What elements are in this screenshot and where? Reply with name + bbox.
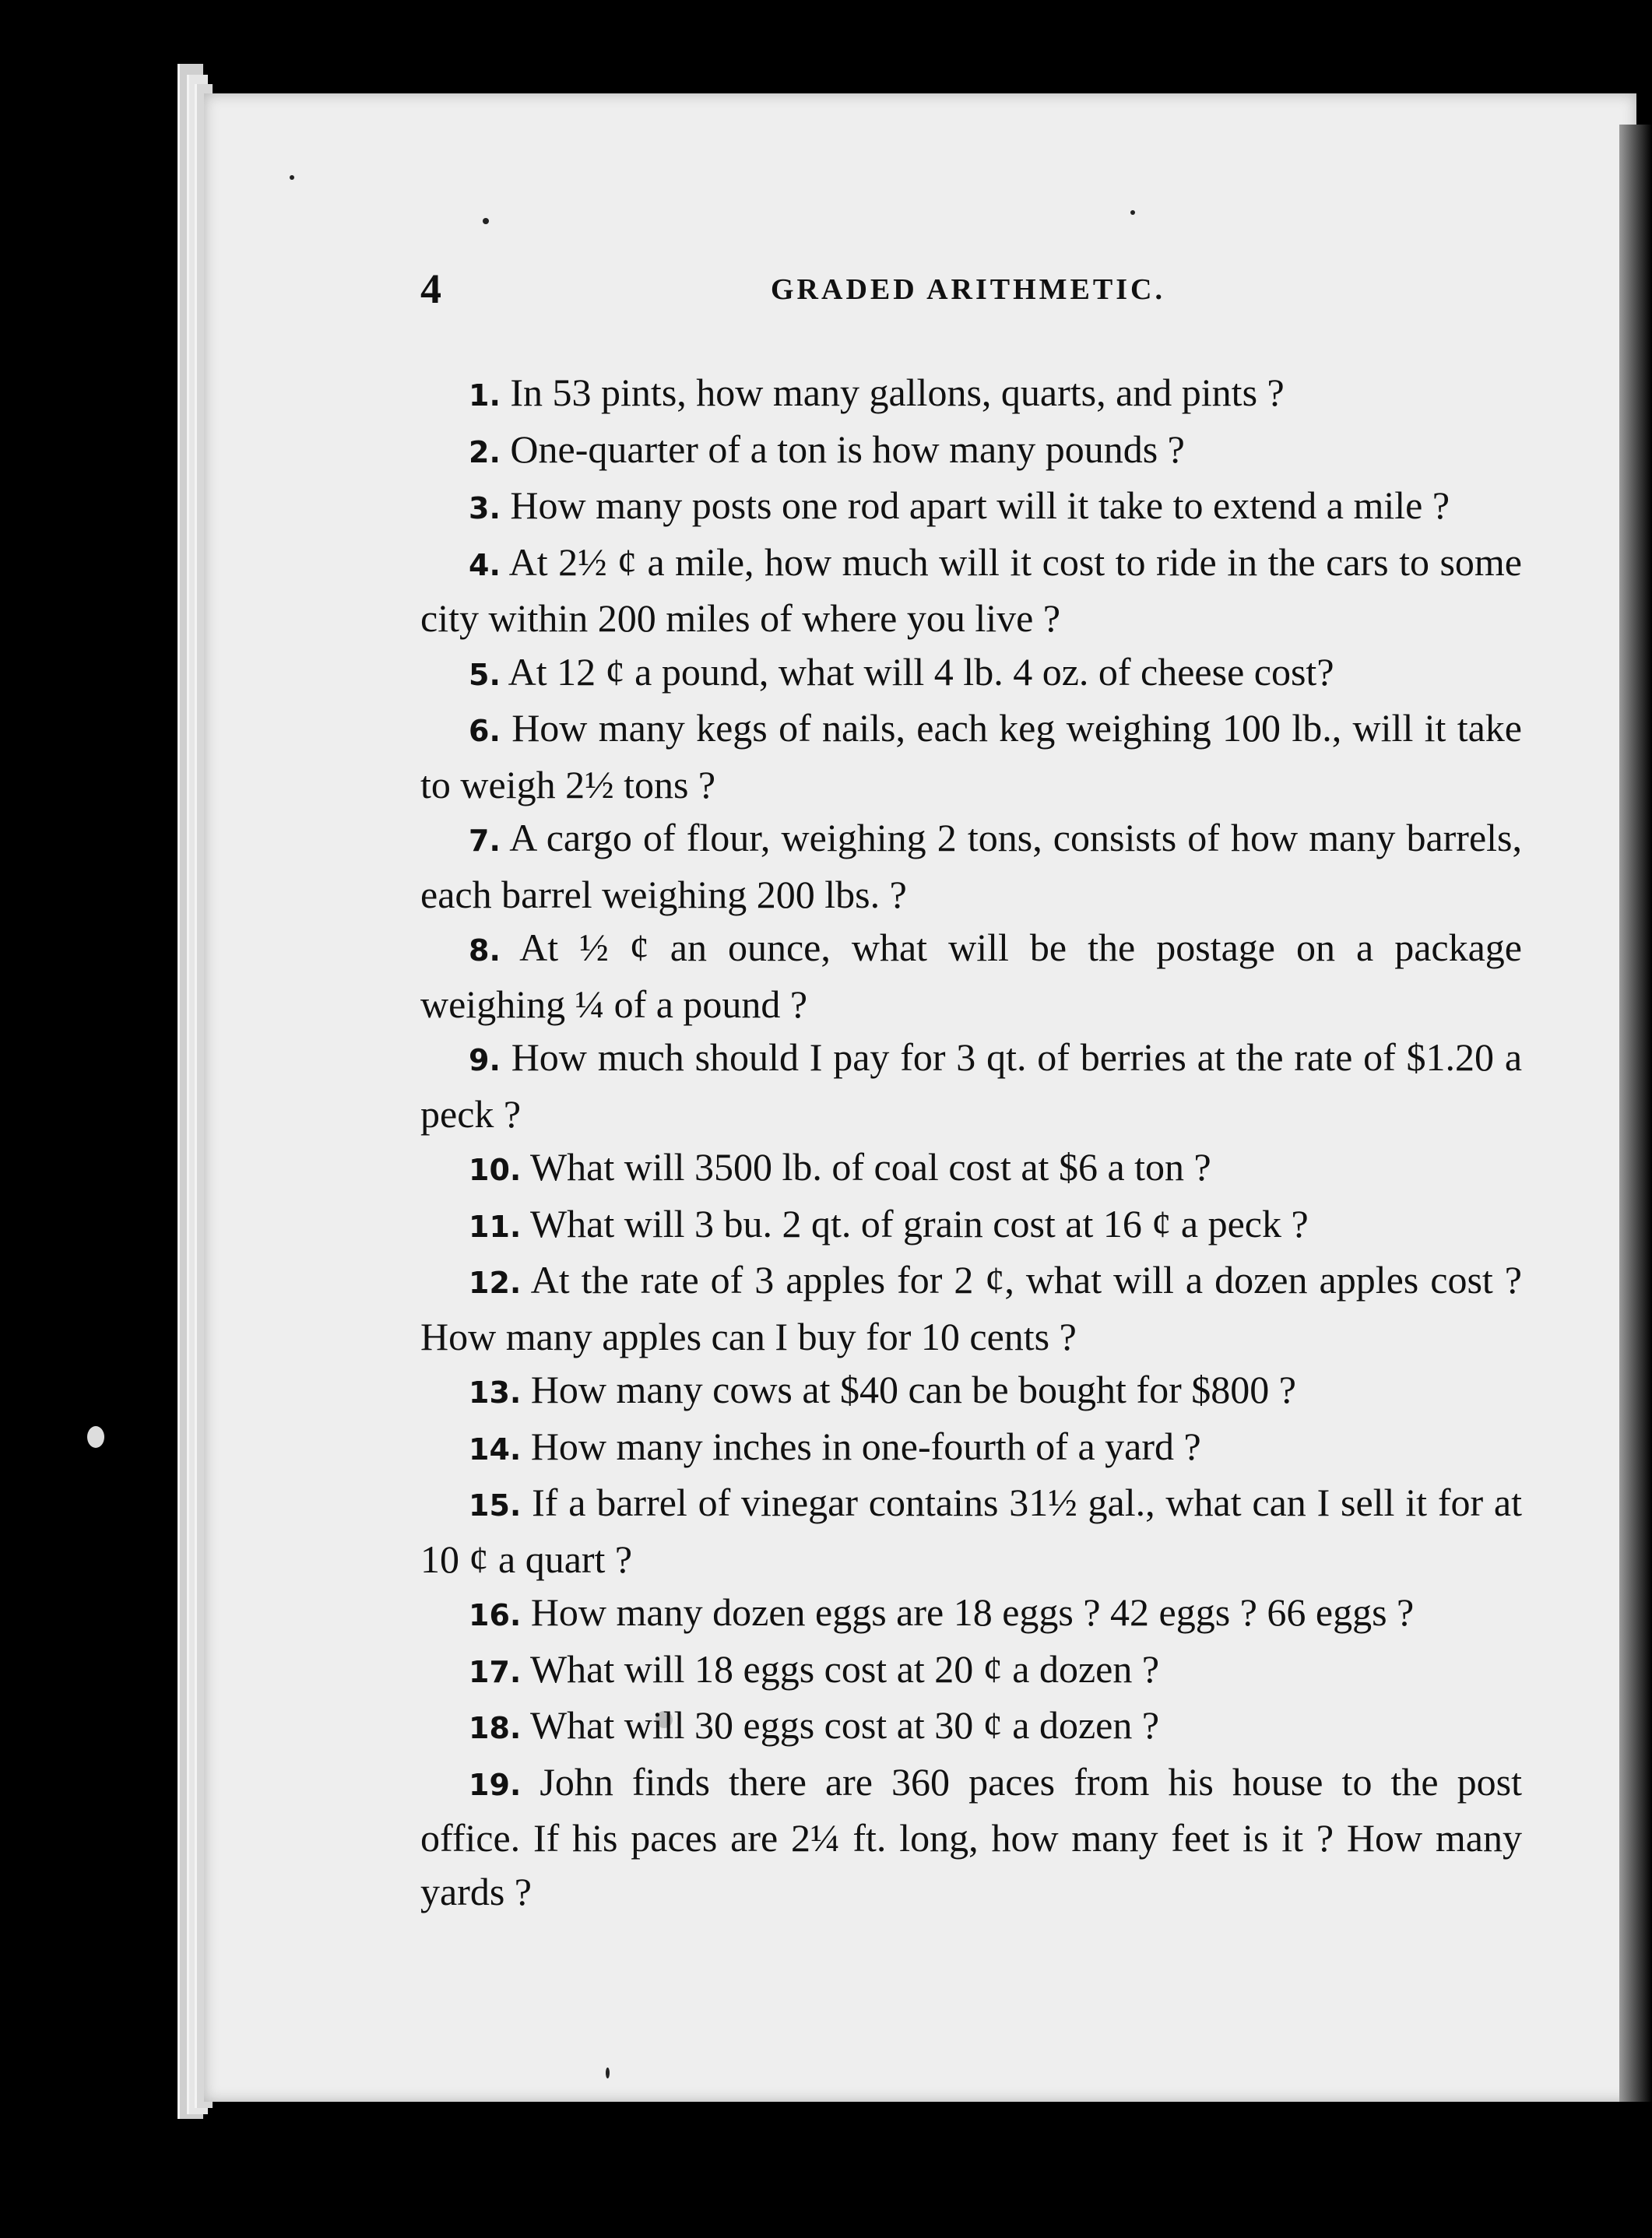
problem-text: What will 3 bu. 2 qt. of grain cost at 16 ¢ a peck ?: [529, 1201, 1309, 1245]
problem-number: 5 .: [469, 658, 501, 692]
scan-speck: [606, 2068, 610, 2078]
problem-item: [420, 701, 1522, 811]
problem-text: At 2½ ¢ a mile, how much will it cost to ride in the cars to some city within 200 miles of where you live ?: [420, 539, 1522, 640]
problem-text: How many dozen eggs are 18 eggs ? 42 eggs ? 66 eggs ?: [530, 1590, 1415, 1634]
problem-number: 13 .: [469, 1375, 521, 1410]
problem-number: 2 .: [469, 435, 501, 469]
problem-text: What will 18 eggs cost at 20 ¢ a dozen ?: [529, 1646, 1160, 1691]
problem-item: [420, 1363, 1522, 1420]
problem-item: [420, 1476, 1522, 1586]
problem-item: [420, 1253, 1522, 1363]
scan-speck: [87, 1426, 104, 1448]
problem-number: 4 .: [469, 548, 501, 582]
running-head: GRADED ARITHMETIC.: [771, 273, 1165, 306]
problem-number: 9 .: [469, 1043, 501, 1077]
scan-speck: [483, 218, 489, 224]
problem-number: 1 .: [469, 378, 501, 413]
problem-text: How many kegs of nails, each keg weighing 100 lb., will it take to weigh 2½ tons ?: [420, 706, 1523, 806]
problem-text: At ½ ¢ an ounce, what will be the postage on a package weighing ¼ of a pound ?: [420, 926, 1523, 1026]
problem-number: 18 .: [469, 1711, 521, 1745]
problem-text: How much should I pay for 3 qt. of berries at the rate of $1.20 a peck ?: [420, 1035, 1523, 1136]
problem-number: 11 .: [469, 1210, 521, 1244]
problem-number: 19 .: [469, 1768, 521, 1802]
problem-item: [420, 1642, 1522, 1699]
problem-number: 17 .: [469, 1655, 521, 1689]
problem-number: 12 .: [469, 1266, 521, 1300]
problem-number: 14 .: [469, 1432, 521, 1467]
problem-number: 15 .: [469, 1488, 521, 1523]
problem-number: 6 .: [469, 714, 501, 748]
problem-item: [420, 366, 1522, 423]
problem-text: How many cows at $40 can be bought for $800 ?: [530, 1368, 1296, 1411]
page-gutter-shadow: [1619, 125, 1652, 2102]
problem-item: [420, 1197, 1522, 1254]
problem-item: [420, 1755, 1522, 1919]
problem-item: [420, 1140, 1522, 1197]
problem-item: [420, 811, 1522, 921]
problem-item: [420, 1586, 1522, 1642]
problem-number: 3 .: [469, 491, 501, 525]
problem-item: [420, 423, 1522, 480]
problem-text: If a barrel of vinegar contains 31½ gal., what can I sell it for at 10 ¢ a quart ?: [420, 1481, 1523, 1581]
problem-item: [420, 645, 1522, 702]
problem-text: In 53 pints, how many gallons, quarts, and pints ?: [510, 371, 1285, 414]
problem-item: [420, 1699, 1522, 1755]
scan-speck: [290, 175, 294, 180]
problem-text: One-quarter of a ton is how many pounds ?: [510, 427, 1185, 471]
problem-text: How many inches in one-fourth of a yard ?: [530, 1424, 1201, 1468]
problem-number: 7 .: [469, 824, 501, 858]
problem-item: [420, 1420, 1522, 1477]
problem-text: At the rate of 3 apples for 2 ¢, what will a dozen apples cost ? How many apples can I buy for 10 cents ?: [420, 1258, 1523, 1358]
problem-text: How many posts one rod apart will it take to extend a mile ?: [510, 483, 1450, 527]
problem-item: [420, 921, 1522, 1031]
problem-text: What will 30 eggs cost at 30 ¢ a dozen ?: [529, 1703, 1160, 1747]
problem-item: [420, 479, 1522, 536]
problem-text: John finds there are 360 paces from his house to the post office. If his paces are 2¼ ft. long, how many feet is it ? How many yards ?: [420, 1759, 1522, 1913]
problem-list: [420, 366, 1522, 1918]
problem-item: [420, 536, 1522, 645]
page-header: [420, 265, 1573, 327]
problem-item: [420, 1031, 1522, 1140]
problem-number: 8 .: [469, 933, 501, 968]
page-number: 4: [420, 265, 441, 312]
problem-text: At 12 ¢ a pound, what will 4 lb. 4 oz. of cheese cost?: [508, 649, 1334, 694]
problem-text: What will 3500 lb. of coal cost at $6 a ton ?: [529, 1145, 1211, 1189]
problem-text: A cargo of flour, weighing 2 tons, consists of how many barrels, each barrel weighing 200 lbs. ?: [420, 816, 1522, 916]
problem-number: 10 .: [469, 1153, 521, 1187]
scan-speck: [1130, 210, 1135, 215]
problem-number: 16 .: [469, 1598, 521, 1632]
